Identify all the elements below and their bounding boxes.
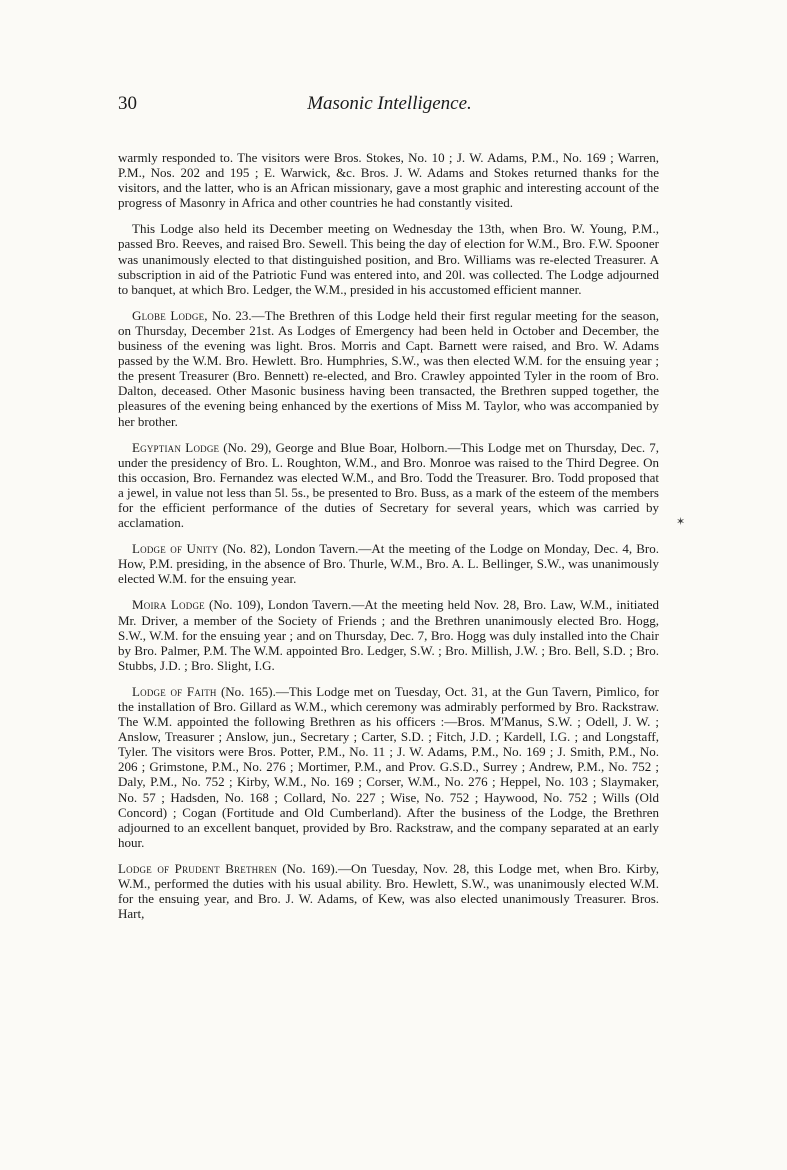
lodge-heading: Moira Lodge — [132, 597, 205, 613]
margin-mark-icon: ✶ — [676, 516, 686, 528]
paragraph-lodge-of-unity — [118, 541, 659, 586]
paragraph-text: No. 23.—The Brethren of this Lodge held their first regular meeting for the season, on Thursday, December 21st. As Lodges of Emergency had been held in October and December, the business of the evening was light. Bros. Morris and Capt. Barnett were raised, and Bro. W. Adams passed by the W.M. Bro. Hewlett. Bro. Humphries, S.W., was then elected W.M. for the ensuing year ; the present Treasurer (Bro. Bennett) re-elected, and Bro. Crawley appointed Tyler in the room of Bro. Dalton, deceased. Other Masonic business having been transacted, the Brethren supped together, the pleasures of the evening being enhanced by the exertions of Miss M. Taylor, who was accompanied by her brother. — [118, 307, 659, 429]
lodge-heading: Lodge of Prudent Brethren — [118, 860, 277, 876]
paragraph-lodge-of-faith — [118, 684, 659, 850]
paragraph-text: (No. 82), London Tavern.—At the meeting of the Lodge on Monday, Dec. 4, Bro. How, P.M. presiding, in the absence of Bro. Thurle, W.M., Bro. A. L. Bellinger, S.W., was unanimously elected W.M. for the ensuing year. — [118, 541, 659, 587]
article-body — [118, 150, 659, 921]
paragraph-text: (No. 29), George and Blue Boar, Holborn.—This Lodge met on Thursday, Dec. 7, under the presidency of Bro. L. Roughton, W.M., and Bro. Monroe was raised to the Third Degree. On this occasion, Bro. Fernandez was elected W.M., and Bro. Todd the Treasurer. Bro. Todd proposed that a jewel, in value not less than 5l. 5s., be presented to Bro. Buss, as a mark of the esteem of the members for the efficient performance of the duties of Secretary for several years, which was carried by acclamation. — [118, 439, 659, 531]
paragraph-december-meeting — [118, 221, 659, 296]
paragraph-moira-lodge — [118, 597, 659, 672]
paragraph-egyptian-lodge — [118, 440, 659, 531]
lodge-heading: Globe Lodge, — [132, 307, 208, 323]
paragraph-globe-lodge — [118, 308, 659, 429]
lodge-heading: Lodge of Faith — [132, 683, 217, 699]
paragraph-text: (No. 109), London Tavern.—At the meeting held Nov. 28, Bro. Law, W.M., initiated Mr. Driver, a member of the Society of Friends ; and the Brethren unanimously elected Bro. Hogg, S.W., W.M. for the ensuing year ; and on Thursday, Dec. 7, Bro. Hogg was duly installed into the Chair by Bro. Palmer, P.M. The W.M. appointed Bro. Ledger, S.W. ; Bro. Millish, J.W. ; Bro. Bell, S.D. ; Bro. Stubbs, J.D. ; Bro. Slight, I.G. — [118, 597, 659, 673]
page-header — [118, 93, 661, 123]
page-number: 30 — [118, 93, 137, 114]
paragraph-text: (No. 165).—This Lodge met on Tuesday, Oct. 31, at the Gun Tavern, Pimlico, for the installation of Bro. Gillard as W.M., which ceremony was admirably performed by Bro. Rackstraw. The W.M. appointed the following Brethren as his officers :—Bros. M'Manus, S.W. ; Odell, J. W. ; Anslow, Treasurer ; Anslow, jun., Secretary ; Carter, S.D. ; Fitch, J.D. ; Kardell, I.G. ; and Longstaff, Tyler. The visitors were Bros. Potter, P.M., No. 11 ; J. W. Adams, P.M., No. 169 ; J. Smith, P.M., No. 206 ; Grimstone, P.M., No. 276 ; Mortimer, P.M., and Prov. G.S.D., Surrey ; Andrew, P.M., No. 752 ; Daly, P.M., No. 752 ; Kirby, W.M., No. 169 ; Corser, W.M., No. 276 ; Heppel, No. 103 ; Slaymaker, No. 57 ; Hadsden, No. 168 ; Collard, No. 227 ; Wise, No. 752 ; Haywood, No. 752 ; Wills (Old Concord) ; Cogan (Fortitude and Old Cumberland). After the business of the Lodge, the Brethren adjourned to an excellent banquet, provided by Bro. Rackstraw, and the company separated at an early hour. — [118, 683, 660, 850]
paragraph-prudent-brethren — [118, 861, 659, 921]
lodge-heading: Lodge of Unity — [132, 541, 219, 557]
lodge-heading: Egyptian Lodge — [132, 439, 220, 455]
paragraph-text: (No. 169).—On Tuesday, Nov. 28, this Lodge met, when Bro. Kirby, W.M., performed the duties with his usual ability. Bro. Hewlett, S.W., was unanimously elected W.M. for the ensuing year, and Bro. J. W. Adams, of Kew, was also elected unanimously Treasurer. Bros. Hart, — [118, 860, 659, 922]
paragraph-continuation — [118, 150, 659, 210]
running-title: Masonic Intelligence. — [307, 93, 472, 114]
paragraph-text: This Lodge also held its December meeting on Wednesday the 13th, when Bro. W. Young, P.M., passed Bro. Reeves, and raised Bro. Sewell. This being the day of election for W.M., Bro. F.W. Spooner was unanimously elected to that distinguished position, and Bro. Williams was re-elected Treasurer. A subscription in aid of the Patriotic Fund was entered into, and 20l. was collected. The Lodge adjourned to banquet, at which Bro. Ledger, the W.M., presided in his accustomed efficient manner. — [118, 221, 659, 297]
paragraph-text: warmly responded to. The visitors were Bros. Stokes, No. 10 ; J. W. Adams, P.M., No. 169 ; Warren, P.M., Nos. 202 and 195 ; E. Warwick, &c. Bros. J. W. Adams and Stokes returned thanks for the visitors, and the latter, who is an African missionary, gave a most graphic and interesting account of the progress of Masonry in Africa and other countries he had constantly visited. — [118, 150, 659, 211]
